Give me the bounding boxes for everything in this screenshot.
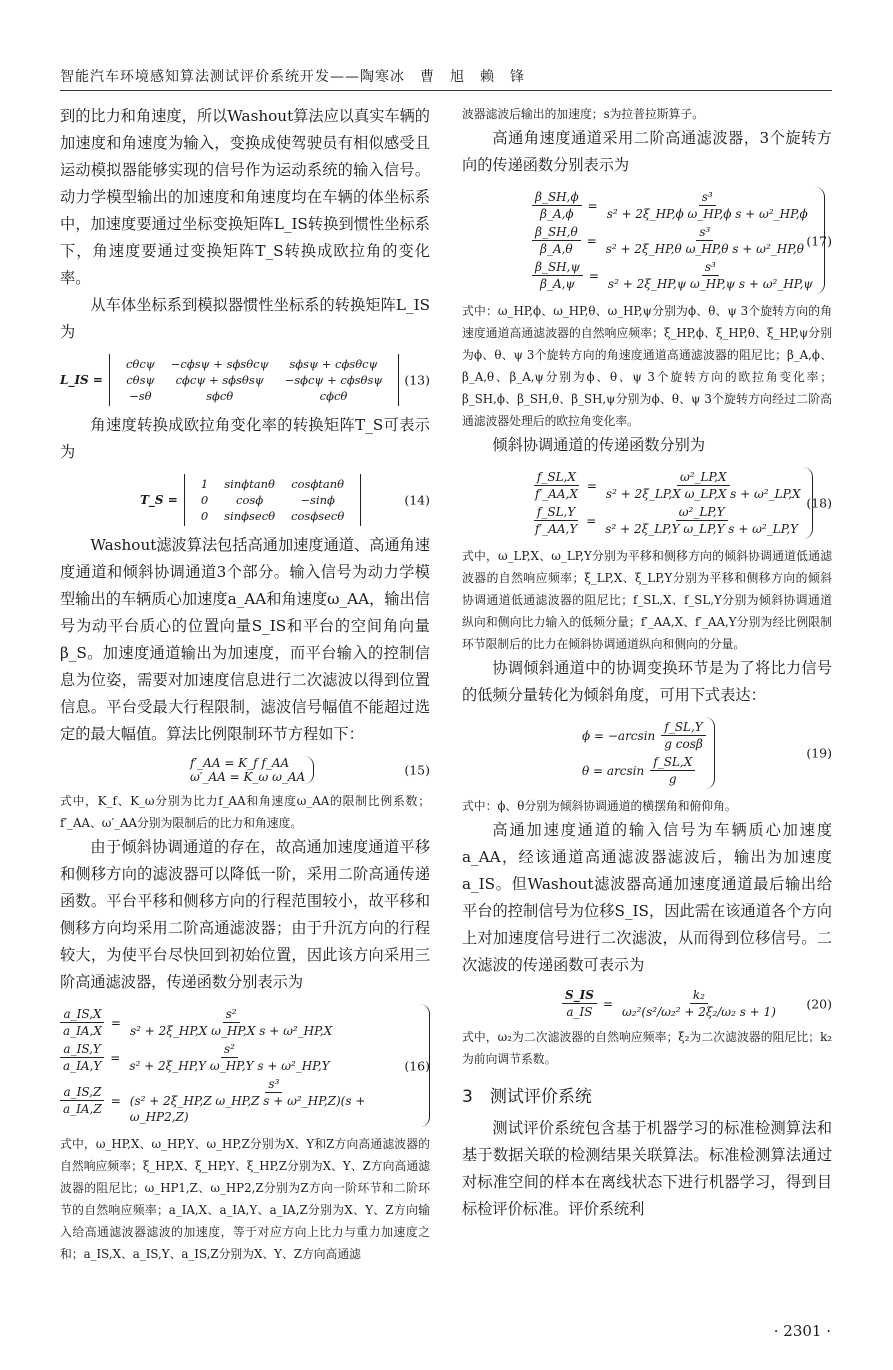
numerator: ω²_LP,Y	[676, 504, 728, 521]
paragraph: 式中：ω_HP,ϕ、ω_HP,θ、ω_HP,ψ分别为ϕ、θ、ψ 3个旋转方向的角速度通道高通滤波器的自然响应频率；ξ_HP,ϕ、ξ_HP,θ、ξ_HP,ψ分别为ϕ、θ、ψ 3个旋转方向的角速度通道高通滤波器的阻尼比；β_A,ϕ、β_A,θ、β_A,ψ分别为ϕ、θ、ψ 3个旋转方向的欧拉角变化率；β_SH,ϕ、β_SH,θ、β_SH,ψ分别为ϕ、θ、ψ 3个旋转方向经过二阶高通滤波器处理后的欧拉角变化率。	[462, 304, 832, 428]
equals-sign: =	[602, 996, 614, 1011]
paragraph: 从车体坐标系到模拟器惯性坐标系的转换矩阵L_IS为	[60, 296, 430, 341]
matrix-row	[193, 476, 352, 492]
eq19-line	[582, 754, 706, 787]
denominator: s² + 2ξ_HP,ψ ω_HP,ψ s + ω²_HP,ψ	[607, 277, 813, 291]
equation-16	[60, 1004, 430, 1127]
denominator: s² + 2ξ_LP,X ω_LP,X s + ω²_LP,X	[605, 487, 801, 501]
equation-line	[60, 1006, 421, 1039]
paragraph: 高通加速度通道的输入信号为车辆质心加速度a_AA，经该通道高通滤波器滤波后，输出为加速度a_IS。但Washout滤波器高通加速度通道最后输出给平台的控制信号为位移S_IS，因此需在该通道各个方向上对加速度信号进行二次滤波，从而得到位移信号。二次滤波的传递函数可表示为	[462, 821, 832, 974]
fraction	[532, 224, 581, 257]
numerator: s³	[265, 1076, 282, 1093]
matrix-row	[193, 492, 352, 508]
denominator: s² + 2ξ_HP,ϕ ω_HP,ϕ s + ω²_HP,ϕ	[606, 207, 808, 221]
numerator: f_SL,X	[650, 754, 695, 771]
matrix-row	[193, 508, 352, 524]
fraction	[532, 469, 581, 502]
page-number: · 2301 ·	[773, 1322, 831, 1340]
numerator: β_SH,ϕ	[532, 189, 582, 206]
fraction	[650, 754, 695, 787]
fraction	[532, 504, 580, 537]
numerator: s²	[223, 1006, 240, 1023]
equals-sign: =	[586, 478, 597, 493]
header-rule	[60, 90, 832, 91]
paragraph: 倾斜协调通道的传递函数分别为	[492, 436, 706, 454]
paragraph: 式中，K_f、K_ω分别为比力f_AA和角速度ω_AA的限制比例系数；f′_AA、ω′_AA分别为限制后的比力和角速度。	[60, 794, 430, 830]
fraction	[127, 1006, 335, 1039]
matrix-cell: cosϕ	[236, 493, 264, 507]
numerator: a_IS,Z	[60, 1084, 104, 1101]
equals-sign: =	[588, 268, 599, 283]
matrix-cell: cϕcθ	[319, 389, 348, 403]
equation-19	[462, 717, 832, 789]
equals-sign: =	[587, 198, 598, 213]
fraction	[532, 259, 583, 292]
matrix-cell: sϕcθ	[206, 389, 234, 403]
equals-sign: =	[110, 1015, 121, 1030]
equation-number: (14)	[404, 492, 430, 508]
fraction	[562, 987, 597, 1020]
matrix-cell: 1	[200, 477, 209, 491]
denominator: a_IS	[566, 1005, 593, 1019]
matrix-cell: cθsψ	[126, 373, 155, 387]
matrix-cell: 0	[200, 493, 209, 507]
equals-sign: =	[110, 1093, 121, 1108]
numerator: f_SL,X	[534, 469, 579, 486]
fraction	[605, 259, 816, 292]
denominator: s² + 2ξ_LP,Y ω_LP,Y s + ω²_LP,Y	[605, 522, 799, 536]
fraction	[604, 189, 811, 222]
matrix-cell: sinϕsecθ	[224, 509, 276, 523]
numerator: β_SH,θ	[532, 224, 581, 241]
eq16-group	[60, 1004, 430, 1127]
numerator: S_IS	[562, 987, 597, 1004]
matrix-cell: cϕcψ + sϕsθsψ	[175, 373, 264, 387]
paragraph: 式中，ω_LP,X、ω_LP,Y分别为平移和侧移方向的倾斜协调通道低通滤波器的自然响应频率；ξ_LP,X、ξ_LP,Y分别为平移和侧移方向的倾斜协调通道低通滤波器的阻尼比；f_SL,X、f_SL,Y分别为倾斜协调通道纵向和侧向比力输入的低频分量；f′_AA,X、f′_AA,Y分别为经比例限制环节限制后的比力在倾斜协调通道纵向和侧向的分量。	[462, 549, 832, 651]
equation-number: (16)	[404, 1058, 430, 1073]
matrix-cell: cosϕtanθ	[291, 477, 345, 491]
equals-sign: =	[586, 233, 597, 248]
equation-line	[532, 504, 804, 537]
denominator: β_A,θ	[540, 242, 573, 256]
paragraph: 式中，ω₂为二次滤波器的自然响应频率；ξ₂为二次滤波器的阻尼比；k₂为前向调节系数。	[462, 1030, 832, 1066]
paragraph: 测试评价系统包含基于机器学习的标准检测算法和基于数据关联的检测结果关联算法。标准检测算法通过对标准空间的样本在离线状态下进行机器学习，得到目标检评价标准。评价系统利	[462, 1119, 832, 1218]
fraction	[60, 1084, 105, 1117]
numerator: s²	[221, 1041, 238, 1058]
paragraph: 协调倾斜通道中的协调变换环节是为了将比力信号的低频分量转化为倾斜角度，可用下式表达：	[462, 659, 832, 704]
equation-line	[532, 224, 816, 257]
numerator: k₂	[690, 987, 708, 1004]
paragraph: 式中，ω_HP,X、ω_HP,Y、ω_HP,Z分别为X、Y和Z方向高通滤波器的自然响应频率；ξ_HP,X、ξ_HP,Y、ξ_HP,Z分别为X、Y、Z方向高通滤波器的阻尼比；ω_HP1,Z、ω_HP2,Z分别为Z方向一阶环节和二阶环节的自然响应频率；a_IA,X、a_IA,Y、a_IA,Z分别为X、Y、Z方向输入给高通滤波器滤波的加速度，等于对应方向上比力与重力加速度之和；a_IS,X、a_IS,Y、a_IS,Z分别为X、Y、Z方向高通滤	[60, 1137, 430, 1261]
matrix-row	[118, 388, 390, 404]
matrix-cell: sϕsψ + cϕsθcψ	[289, 357, 378, 371]
eq19-group	[582, 717, 715, 789]
matrix-cell: cθcψ	[125, 357, 155, 371]
denominator: a_IA,Z	[63, 1102, 102, 1116]
numerator: β_SH,ψ	[532, 259, 583, 276]
equation-number: (20)	[806, 996, 832, 1011]
right-column	[462, 103, 832, 1223]
paragraph: 式中：ϕ、θ分别为倾斜协调通道的横摆角和俯仰角。	[462, 799, 737, 813]
eq15-line: f′_AA = K_f f_AA	[190, 756, 290, 770]
equation-13	[60, 354, 430, 406]
denominator: f′_AA,Y	[535, 522, 578, 536]
fraction	[532, 189, 582, 222]
denominator: s² + 2ξ_HP,θ ω_HP,θ s + ω²_HP,θ	[605, 242, 804, 256]
eq19-line	[582, 719, 706, 752]
numerator: a_IS,Y	[60, 1041, 103, 1058]
eq15-group	[190, 756, 314, 784]
eq17-group	[532, 187, 825, 294]
running-header: 智能汽车环境感知算法测试评价系统开发——陶寒冰 曹 旭 赖 锋	[60, 69, 525, 85]
matrix-cell: −sϕcψ + cϕsθsψ	[284, 373, 383, 387]
paragraph: 角速度转换成欧拉角变化率的转换矩阵T_S可表示为	[60, 416, 430, 461]
matrix-row	[118, 372, 390, 388]
numerator: ω²_LP,X	[677, 469, 730, 486]
equation-number: (15)	[404, 762, 430, 778]
eq19-lhs: θ = arcsin	[582, 763, 645, 778]
fraction	[126, 1041, 332, 1074]
denominator: a_IA,X	[63, 1024, 102, 1038]
eq14-matrix	[184, 474, 361, 526]
denominator: β_A,ϕ	[540, 207, 574, 221]
equation-number: (19)	[806, 745, 832, 761]
fraction	[619, 987, 779, 1020]
paragraph: 高通角速度通道采用二阶高通滤波器，3个旋转方向的传递函数分别表示为	[462, 129, 832, 174]
numerator: f_SL,Y	[661, 719, 705, 736]
denominator: ω₂²(s²/ω₂² + 2ξ₂/ω₂ s + 1)	[622, 1005, 776, 1019]
denominator: g cosβ	[664, 737, 703, 751]
eq13-matrix	[109, 354, 399, 406]
denominator: β_A,ψ	[540, 277, 575, 291]
denominator: (s² + 2ξ_HP,Z ω_HP,Z s + ω²_HP,Z)(s + ω_HP2,Z)	[129, 1094, 366, 1124]
matrix-cell: −sinϕ	[300, 493, 335, 507]
equals-sign: =	[586, 513, 597, 528]
numerator: s³	[696, 224, 713, 241]
denominator: f′_AA,X	[535, 487, 578, 501]
equation-17	[462, 187, 832, 294]
numerator: a_IS,X	[60, 1006, 104, 1023]
fraction	[602, 504, 801, 537]
equation-number: (13)	[404, 372, 430, 388]
matrix-cell: 0	[200, 509, 209, 523]
equation-line	[532, 189, 816, 222]
fraction	[60, 1041, 104, 1074]
numerator: s³	[699, 189, 716, 206]
equation-15	[60, 756, 430, 784]
fraction	[661, 719, 706, 752]
fraction	[603, 224, 807, 257]
matrix-cell: sinϕtanθ	[224, 477, 275, 491]
equation-line	[60, 1076, 421, 1125]
fraction	[127, 1076, 421, 1125]
denominator: s² + 2ξ_HP,Y ω_HP,Y s + ω²_HP,Y	[129, 1059, 330, 1073]
eq13-lhs: L_IS =	[60, 373, 103, 387]
paragraph: 波器滤波后输出的加速度；s为拉普拉斯算子。	[462, 107, 704, 121]
fraction	[60, 1006, 105, 1039]
matrix-row	[118, 356, 390, 372]
equals-sign: =	[110, 1050, 121, 1065]
numerator: f_SL,Y	[534, 504, 578, 521]
equation-number: (18)	[806, 495, 832, 511]
equation-20	[462, 987, 832, 1020]
denominator: g	[668, 772, 677, 786]
denominator: a_IA,Y	[63, 1059, 102, 1073]
equation-18	[462, 467, 832, 539]
matrix-cell: −sθ	[129, 389, 152, 403]
equation-line	[60, 1041, 421, 1074]
eq15-line: ω′_AA = K_ω ω_AA	[190, 770, 306, 784]
equation-line	[532, 469, 804, 502]
section-heading: 3 测试评价系统	[462, 1087, 592, 1107]
fraction	[603, 469, 804, 502]
matrix-cell: cosϕsecθ	[291, 509, 345, 523]
eq14-lhs: T_S =	[140, 493, 178, 507]
matrix-cell: −cϕsψ + sϕsθcψ	[170, 357, 269, 371]
equation-number: (17)	[806, 233, 832, 248]
left-column	[60, 103, 430, 1265]
equation-14	[60, 474, 430, 526]
equation-line	[532, 259, 816, 292]
paragraph: Washout滤波算法包括高通加速度通道、高通角速度通道和倾斜协调通道3个部分。输入信号为动力学模型输出的车辆质心加速度a_AA和角速度ω_AA，输出信号为动平台质心的位置向量S_IS和平台的空间角向量β_S。加速度通道输出为加速度，而平台输入的控制信息为位姿，需要对加速度信息进行二次滤波以得到位置信息。平台受最大行程限制，滤波信号幅值不能超过选定的最大幅值。算法比例限制环节方程如下：	[60, 536, 430, 743]
denominator: s² + 2ξ_HP,X ω_HP,X s + ω²_HP,X	[129, 1024, 333, 1038]
eq18-group	[532, 467, 813, 539]
numerator: s³	[702, 259, 719, 276]
eq19-lhs: ϕ = −arcsin	[582, 728, 656, 743]
paragraph: 由于倾斜协调通道的存在，故高通加速度通道平移和侧移方向的滤波器可以降低一阶，采用二阶高通传递函数。平台平移和侧移方向的行程范围较小，故平移和侧移方向均采用二阶高通滤波器；由于升沉方向的行程较大，为使平台尽快回到初始位置，因此该方向采用三阶高通滤波器，传递函数分别表示为	[60, 838, 430, 991]
paragraph: 到的比力和角速度，所以Washout算法应以真实车辆的加速度和角速度为输入，变换成使驾驶员有相似感受且运动模拟器能够实现的信号作为运动系统的输入信号。动力学模型输出的加速度和角速度均在车辆的体坐标系中，加速度要通过坐标变换矩阵L_IS转换到惯性坐标系下，角速度要通过变换矩阵T_S转换成欧拉角的变化率。	[60, 107, 430, 287]
